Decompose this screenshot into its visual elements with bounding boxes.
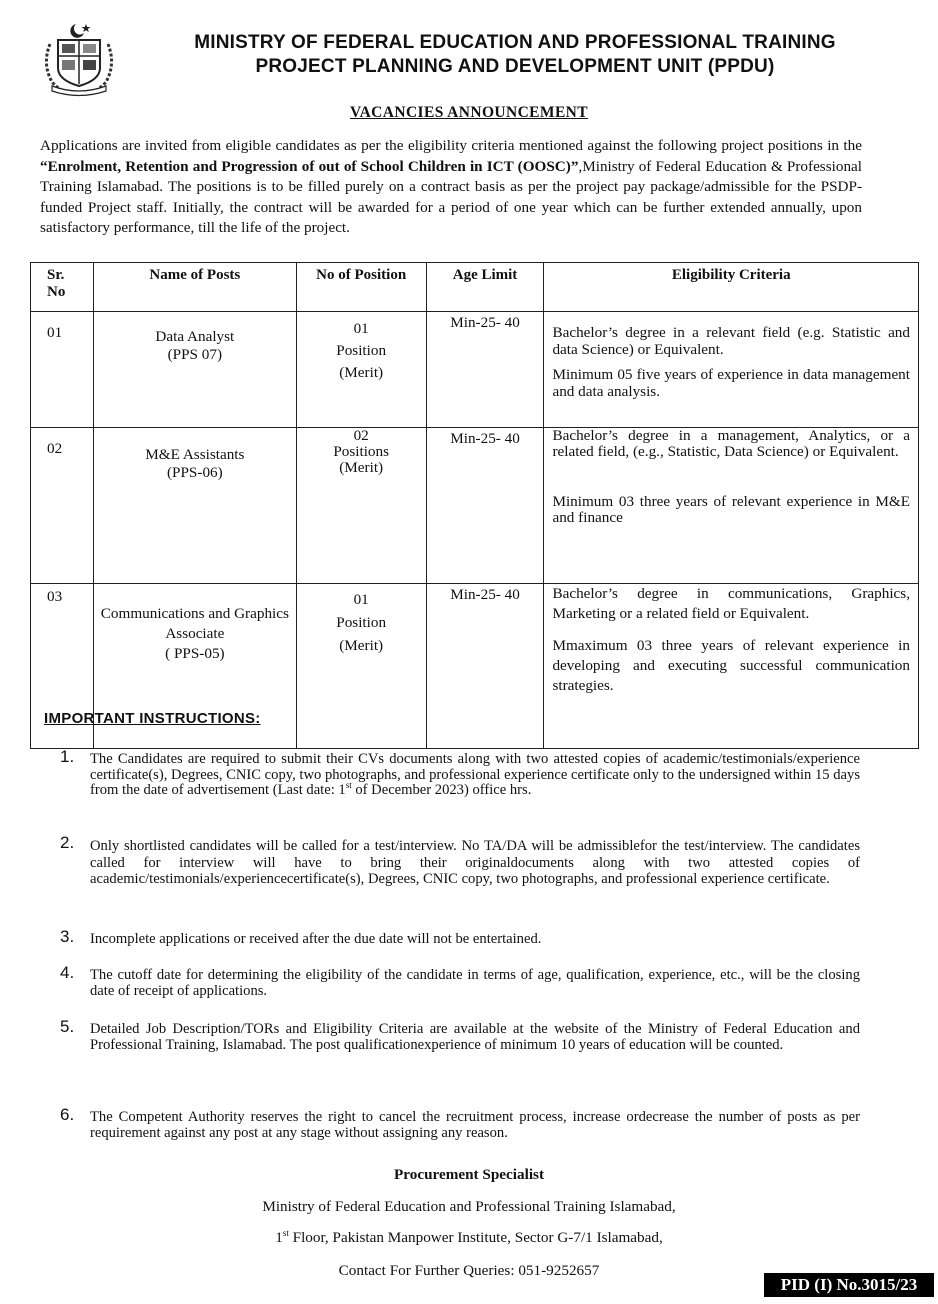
instruction-text-after: of December 2023) office hrs.	[351, 782, 532, 798]
instruction-text: Detailed Job Description/TORs and Eligibility Criteria are available at the website of the Ministry of Federal Education and Professional Training, Islamabad. The post qualificationexperience of minimum 10 years of education will be counted.	[90, 1021, 860, 1053]
row-post-name	[93, 428, 296, 584]
position-count: 02	[353, 427, 369, 444]
criteria-experience: Minimum 05 five years of experience in data management and data analysis.	[552, 366, 910, 400]
project-name: “Enrolment, Retention and Progression of out of School Children in ICT (OOSC)”	[40, 157, 579, 175]
row-criteria	[544, 312, 919, 428]
instruction-item-1	[60, 747, 860, 799]
instruction-number: 2.	[60, 833, 75, 852]
post-name: Data Analyst	[155, 328, 235, 345]
row-sr: 02	[31, 428, 94, 584]
criteria-qualification: Bachelor’s degree in communications, Graphics, Marketing or a related field or Equivalent.	[552, 585, 910, 622]
table-row	[31, 312, 919, 428]
instruction-item-4	[60, 963, 860, 999]
date-ordinal: st	[345, 780, 352, 791]
contact-line: Contact For Further Queries: 051-9252657	[338, 1262, 600, 1279]
row-post-name	[93, 312, 296, 428]
position-count: 01	[353, 320, 369, 337]
criteria-experience: Mmaximum 03 three years of relevant experience in developing and executing successful communication strategies.	[552, 637, 910, 694]
criteria-qualification: Bachelor’s degree in a management, Analytics, or a related field, (e.g., Statistic, Data Science) or Equivalent.	[552, 427, 910, 460]
position-basis: (Merit)	[339, 637, 384, 654]
instruction-item-3	[60, 927, 860, 948]
instruction-item-5	[60, 1017, 860, 1053]
post-grade: ( PPS-05)	[165, 645, 225, 662]
post-name: M&E Assistants	[145, 446, 245, 463]
unit-title: PROJECT PLANNING AND DEVELOPMENT UNIT (PPDU)	[255, 56, 775, 77]
header-sr	[31, 263, 94, 312]
post-grade: (PPS 07)	[167, 346, 223, 363]
instruction-text	[90, 752, 860, 799]
row-criteria	[544, 584, 919, 749]
row-positions	[296, 428, 426, 584]
signatory-office: Ministry of Federal Education and Professional Training Islamabad,	[262, 1198, 676, 1215]
header-criteria: Eligibility Criteria	[544, 263, 919, 312]
instruction-text: The cutoff date for determining the eligibility of the candidate in terms of age, qualification, experience, etc., will be the closing date of receipt of applications.	[90, 967, 860, 999]
row-sr: 03	[31, 584, 94, 749]
row-age: Min-25- 40	[426, 428, 544, 584]
table-header-row	[31, 263, 919, 312]
address-floor-number: 1	[275, 1229, 283, 1246]
post-name: Communications and Graphics Associate	[100, 605, 289, 642]
address-floor-ordinal: st	[282, 1227, 289, 1238]
address-rest: Floor, Pakistan Manpower Institute, Sector G-7/1 Islamabad,	[288, 1229, 663, 1246]
table-row	[31, 428, 919, 584]
instruction-text: Incomplete applications or received after the due date will not be entertained.	[90, 931, 542, 947]
header-sr-line2: No	[47, 284, 66, 300]
ministry-title: MINISTRY OF FEDERAL EDUCATION AND PROFESSIONAL TRAINING	[194, 32, 836, 53]
instructions-title-text: IMPORTANT INSTRUCTIONS:	[44, 710, 261, 727]
position-basis: (Merit)	[339, 459, 384, 476]
instructions-title	[44, 710, 261, 727]
position-unit: Positions	[333, 443, 390, 460]
header-name: Name of Posts	[93, 263, 296, 312]
row-positions	[296, 584, 426, 749]
instruction-text: The Competent Authority reserves the right to cancel the recruitment process, increase ordecrease the number of posts as per requirement against any post at any stage without assigning any reason.	[90, 1109, 860, 1141]
criteria-qualification: Bachelor’s degree in a relevant field (e.g. Statistic and data Science) or Equivalent.	[552, 324, 910, 358]
position-unit: Position	[336, 614, 387, 631]
row-age: Min-25- 40	[426, 584, 544, 749]
instruction-text-before: The Candidates are required to submit their CVs documents along with two attested copies of academic/testimonials/experience certificate(s), Degrees, CNIC copy, two photographs, and professional experience certificate only to the undersigned within 15 days from the date of advertisement (Last date: 1	[90, 751, 860, 798]
vacancies-table	[30, 262, 919, 749]
signatory-address	[0, 1229, 938, 1247]
position-count: 01	[353, 591, 369, 608]
instruction-number: 4.	[60, 963, 75, 982]
instruction-number: 1.	[60, 747, 75, 766]
post-grade: (PPS-06)	[166, 464, 223, 481]
signatory-designation: Procurement Specialist	[393, 1166, 545, 1183]
row-positions	[296, 312, 426, 428]
instruction-number: 6.	[60, 1105, 75, 1124]
row-criteria	[544, 428, 919, 584]
header-age: Age Limit	[426, 263, 544, 312]
instruction-text: Only shortlisted candidates will be called for a test/interview. No TA/DA will be admissiblefor the test/interview. The candidates called for interview will have to bring their originaldocuments along with two attested copies of academic/testimonials/experiencecertificate(s), Degrees, CNIC copy, two photographs, and professional experience certificate.	[90, 838, 860, 887]
intro-text-before: Applications are invited from eligible candidates as per the eligibility criteria mentioned against the following project positions in the	[40, 137, 862, 154]
pid-badge: PID (I) No.3015/23	[764, 1273, 934, 1297]
instruction-number: 3.	[60, 927, 75, 946]
header-positions: No of Position	[296, 263, 426, 312]
instruction-item-6	[60, 1105, 860, 1141]
state-emblem-icon	[36, 20, 122, 98]
instruction-item-2	[60, 833, 860, 888]
header-sr-line1: Sr.	[47, 267, 65, 283]
criteria-experience: Minimum 03 three years of relevant experience in M&E and finance	[552, 493, 910, 526]
announcement-title-text: VACANCIES ANNOUNCEMENT	[349, 104, 589, 121]
row-sr: 01	[31, 312, 94, 428]
row-age: Min-25- 40	[426, 312, 544, 428]
position-unit: Position	[336, 342, 387, 359]
intro-paragraph	[40, 136, 862, 239]
position-basis: (Merit)	[339, 364, 384, 381]
announcement-title	[0, 104, 938, 122]
intro-text-after: ,Ministry of Federal Education & Professional Training Islamabad. The positions is to be filled purely on a contract basis as per the project pay package/admissible for the PSDP-funded Project staff. Initially, the contract will be awarded for a period of one year which can be further extended annually, upon satisfactory performance, till the life of the project.	[40, 157, 862, 236]
instruction-number: 5.	[60, 1017, 75, 1036]
